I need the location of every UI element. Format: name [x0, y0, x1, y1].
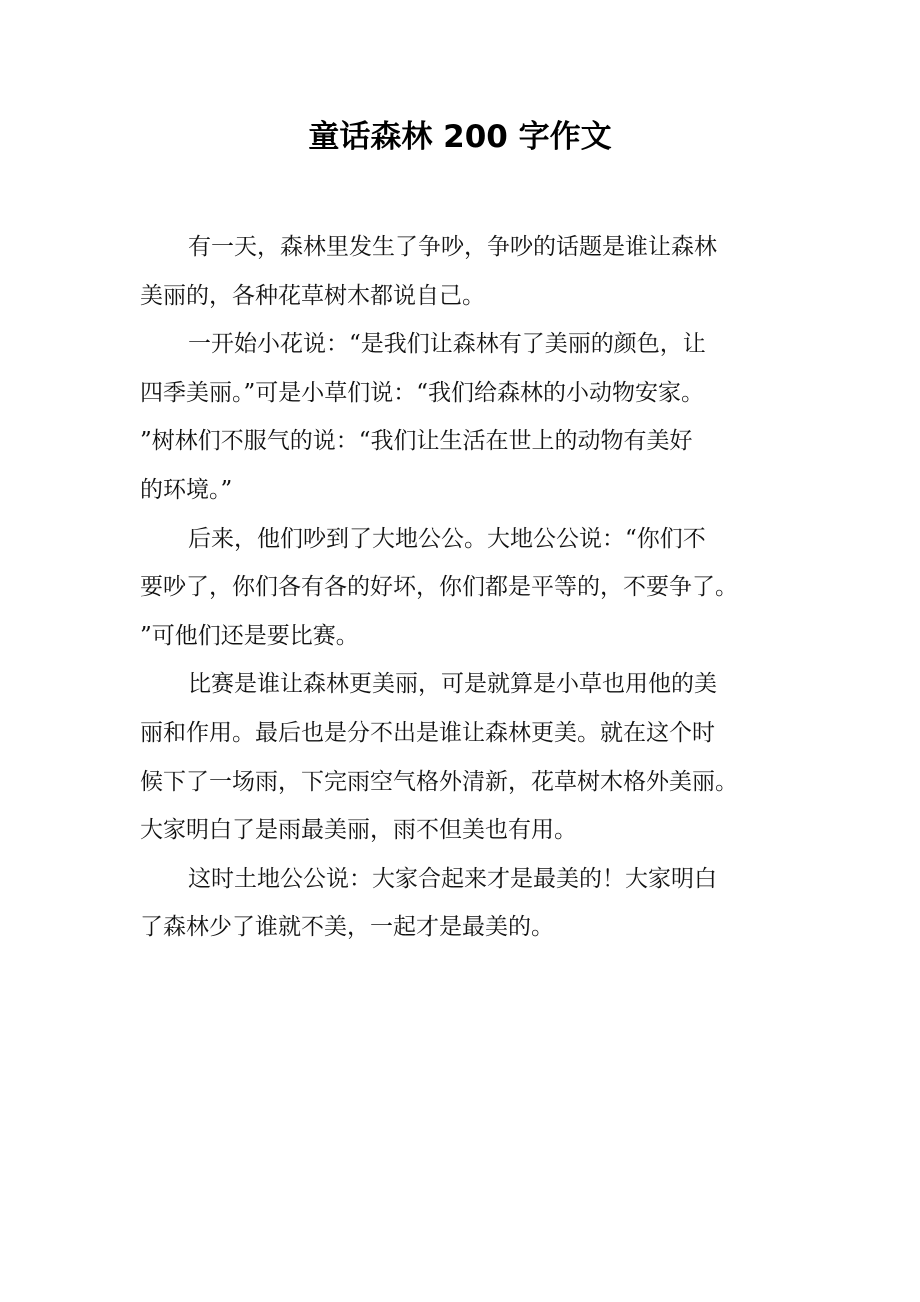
paragraph-line: 后来，他们吵到了大地公公。大地公公说：“你们不 — [188, 525, 706, 552]
paragraph-line: 要吵了，你们各有各的好坏，你们都是平等的，不要争了。 — [140, 574, 738, 601]
paragraph-line: 有一天，森林里发生了争吵，争吵的话题是谁让森林 — [188, 234, 717, 260]
paragraph-line: 这时土地公公说：大家合起来才是最美的！大家明白 — [188, 865, 717, 892]
paragraph-line: 候下了一场雨，下完雨空气格外清新，花草树木格外美丽。 — [140, 768, 738, 795]
paragraph-line: 大家明白了是雨最美丽，雨不但美也有用。 — [140, 817, 577, 844]
paragraph-line: 比赛是谁让森林更美丽，可是就算是小草也用他的美 — [188, 671, 717, 698]
paragraph-line: 的环境。” — [140, 476, 233, 503]
essay-body — [140, 223, 770, 952]
paragraph-line: 丽和作用。最后也是分不出是谁让森林更美。就在这个时 — [140, 719, 715, 746]
paragraph-line: 美丽的，各种花草树木都说自己。 — [140, 282, 485, 309]
document-title: 童话森林 200 字作文 — [308, 119, 612, 155]
paragraph-line: 四季美丽。”可是小草们说：“我们给森林的小动物安家。 — [140, 379, 705, 406]
paragraph-line: 了森林少了谁就不美，一起才是最美的。 — [140, 914, 554, 941]
paragraph-line: 一开始小花说：“是我们让森林有了美丽的颜色，让 — [188, 331, 706, 358]
paragraph-line: ”可他们还是要比赛。 — [140, 622, 359, 649]
paragraph-line: ”树林们不服气的说：“我们让生活在世上的动物有美好 — [140, 428, 693, 455]
